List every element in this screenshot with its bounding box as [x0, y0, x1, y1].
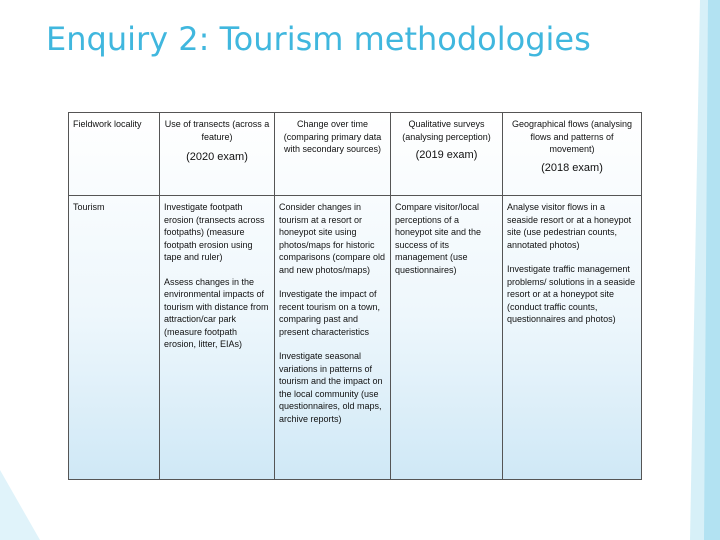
header-label: Geographical flows (analysing flows and patterns of movement) — [511, 119, 633, 154]
exam-year-label: (2018 exam) — [541, 161, 603, 174]
transect-item: Assess changes in the environmental impacts of tourism with distance from attraction/car park (measure footpath erosion, litter, EIAs) — [164, 276, 269, 349]
table-header-row — [69, 113, 642, 196]
flows-item: Analyse visitor flows in a seaside resort or at a honeypot site (use pedestrian counts, annotated photos) — [507, 202, 632, 250]
flows-item: Investigate traffic management problems/ solutions in a seaside resort or at a honeypot site (conduct traffic counts, questionnaires and photos) — [507, 264, 636, 324]
change-item: Investigate the impact of recent tourism on a town, comparing past and present characteristics — [279, 289, 381, 337]
exam-year-label: (2020 exam) — [186, 151, 248, 163]
qualitative-item: Compare visitor/local perceptions of a honeypot site and the success of its management (use questionnaires) — [395, 202, 482, 275]
spacer — [279, 338, 386, 350]
right-edge-accent — [690, 0, 720, 540]
header-transects — [160, 113, 275, 196]
change-item: Investigate seasonal variations in patterns of tourism and the impact on the local community (use questionnaires, old maps, archive reports) — [279, 351, 383, 424]
cell-qualitative-surveys — [391, 196, 503, 480]
header-label: Change over time (comparing primary data with secondary sources) — [283, 119, 382, 154]
header-change-over-time — [275, 113, 391, 196]
slide-title: Enquiry 2: Tourism methodologies — [46, 20, 591, 58]
header-label: Fieldwork locality — [73, 119, 142, 129]
header-label: Use of transects (across a feature) — [164, 119, 270, 142]
cell-transects — [160, 196, 275, 480]
exam-year-label: (2019 exam) — [415, 149, 478, 161]
spacer — [507, 251, 637, 263]
change-item: Consider changes in tourism at a resort or honeypot site using photos/maps for historic comparisons (compare old and new photos/maps) — [279, 202, 386, 275]
transect-item: Investigate footpath erosion (transects across footpaths) (measure footpath erosion using tape and ruler) — [164, 202, 265, 262]
locality-label: Tourism — [73, 202, 105, 212]
cell-change-over-time — [275, 196, 391, 480]
spacer — [164, 264, 270, 276]
table-row-tourism — [69, 196, 642, 480]
header-geographical-flows — [503, 113, 642, 196]
header-label: Qualitative surveys (analysing perception) — [402, 119, 491, 142]
corner-accent — [0, 470, 40, 540]
spacer — [279, 276, 386, 288]
header-qualitative-surveys — [391, 113, 503, 196]
header-fieldwork-locality — [69, 113, 160, 196]
methodologies-table — [68, 112, 642, 480]
right-edge-accent-light — [704, 0, 720, 540]
cell-geographical-flows — [503, 196, 642, 480]
cell-locality — [69, 196, 160, 480]
